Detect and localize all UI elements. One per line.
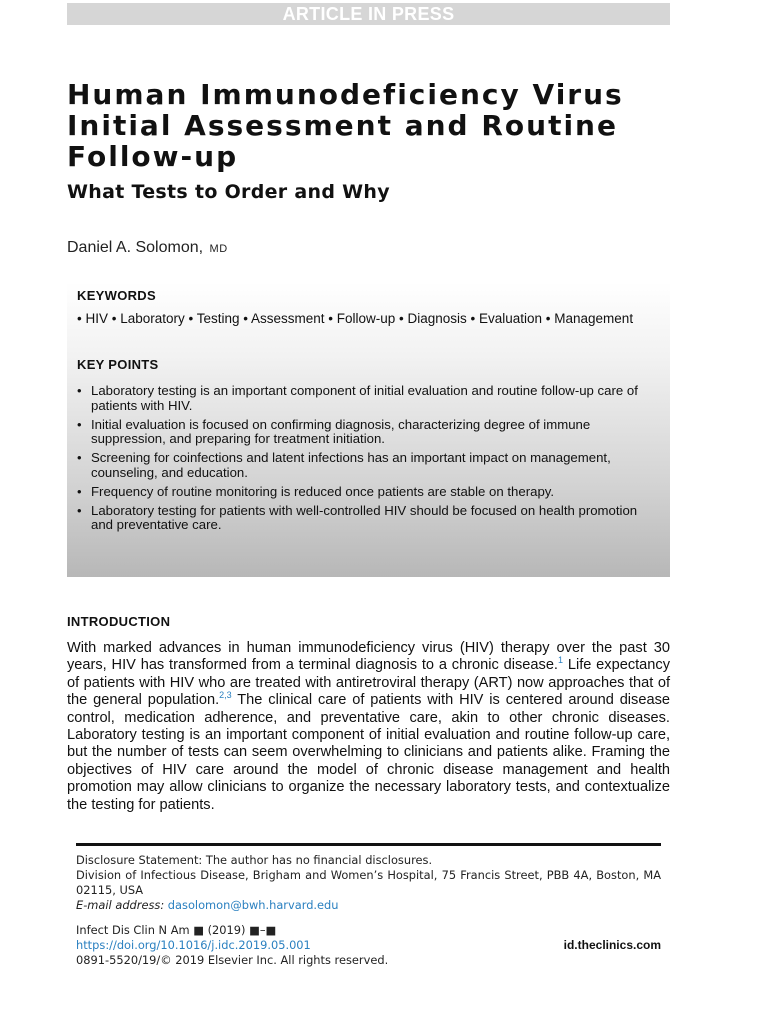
author-affiliation: Division of Infectious Disease, Brigham and Women’s Hospital, 75 Francis Street, PBB 4A, Boston, MA 02115, USA: [76, 868, 661, 897]
intro-text-3: The clinical care of patients with HIV is centered around disease control, medication adherence, and preventative care, akin to other chronic diseases. Laboratory testing is an important component of initial evaluation and routine follow-up care, but the number of tests can seem overwhelming to clinicians and patients alike. Framing the objectives of HIV care around the model of chronic disease management and health promotion may allow clinicians to organize the necessary laboratory tests, and contextualize the testing for patients.: [67, 692, 670, 813]
copyright-line: 0891-5520/19/© 2019 Elsevier Inc. All rights reserved.: [76, 953, 389, 967]
key-point-item: • Frequency of routine monitoring is reduced once patients are stable on therapy.: [77, 485, 660, 500]
disclosure-statement: Disclosure Statement: The author has no financial disclosures.: [76, 853, 433, 867]
article-title: Human Immunodeficiency Virus Initial Assessment and Routine Follow-up: [67, 78, 624, 173]
author-credential: MD: [209, 243, 228, 255]
reference-link-1[interactable]: 1: [558, 655, 564, 666]
reference-link-2-3[interactable]: 2,3: [219, 690, 232, 701]
key-point-item: • Screening for coinfections and latent infections has an important impact on management, counseling, and education.: [77, 451, 660, 480]
footer-divider: [76, 843, 661, 846]
footer-notes: [76, 853, 661, 968]
intro-text-1: With marked advances in human immunodeficiency virus (HIV) therapy over the past 30 years, HIV has transformed from a terminal diagnosis to a chronic disease.: [67, 640, 670, 674]
introduction-paragraph: [67, 640, 670, 814]
email-line: [76, 898, 661, 913]
email-link[interactable]: dasolomon@bwh.harvard.edu: [167, 898, 339, 912]
journal-citation: Infect Dis Clin N Am ■ (2019) ■–■: [76, 923, 277, 937]
author-line: [67, 237, 228, 260]
keywords-keypoints-box: [67, 282, 670, 577]
doi-line: [76, 938, 661, 953]
email-label: E-mail address:: [76, 898, 165, 912]
key-point-item: • Laboratory testing for patients with well-controlled HIV should be focused on health promotion and preventative care.: [77, 504, 660, 533]
key-point-item: • Laboratory testing is an important component of initial evaluation and routine follow-up care of patients with HIV.: [77, 384, 660, 413]
keywords-list: • HIV • Laboratory • Testing • Assessment • Follow-up • Diagnosis • Evaluation • Management: [77, 311, 634, 326]
author-name: Daniel A. Solomon,: [67, 239, 204, 256]
journal-site-link[interactable]: id.theclinics.com: [563, 938, 661, 952]
introduction-heading: INTRODUCTION: [67, 614, 171, 629]
key-point-item: • Initial evaluation is focused on confirming diagnosis, characterizing degree of immune suppression, and preparing for treatment initiation.: [77, 418, 660, 447]
key-points-heading: KEY POINTS: [77, 357, 159, 372]
intro-text-2: Life expectancy of patients with HIV who are treated with antiretroviral therapy (ART) now approaches that of the general population.: [67, 657, 671, 709]
key-points-list: [77, 384, 660, 533]
article-subtitle: What Tests to Order and Why: [67, 181, 390, 203]
article-in-press-banner: ARTICLE IN PRESS: [67, 3, 670, 25]
doi-link[interactable]: https://doi.org/10.1016/j.idc.2019.05.001: [76, 938, 311, 952]
keywords-heading: KEYWORDS: [77, 288, 156, 303]
